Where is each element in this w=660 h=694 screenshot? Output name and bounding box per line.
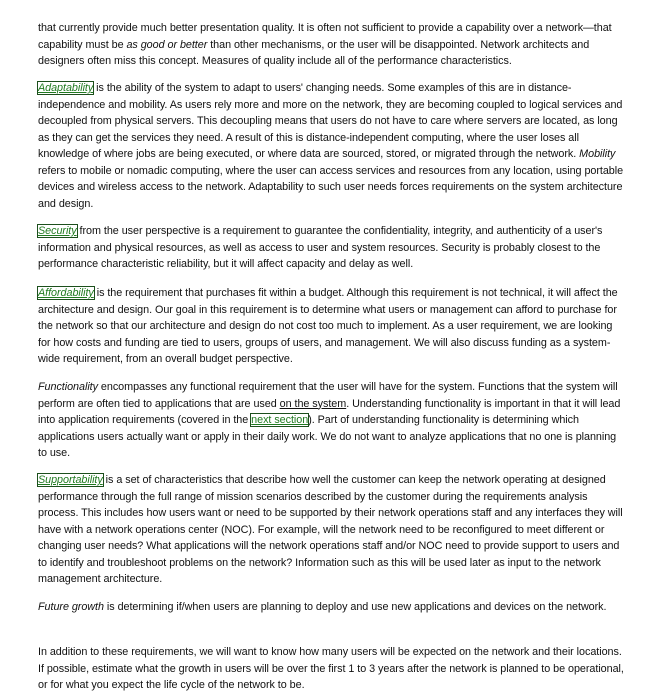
text: is the requirement that purchases fit within a budget. Although this requirement is not technical, it will affect the architecture and design. Our goal in this requirement is to determine what users or management can afford to purchase for the network so that our architecture and design do not cost too much to implement. As a user requirement, we are looking for how costs and funding are tied to users, groups of users, and management. We will also discuss funding as a system-wide requirement, from an overall budget perspective. [38,287,618,365]
paragraph-future-growth [38,599,624,616]
emphasis-as-good-or: as good or [126,38,177,51]
text: from the user perspective is a requirement to guarantee the confidentiality, integrity, and authenticity of a user's information and physical resources, as well as access to user and system resources. Security is probably closest to the performance characteristic reliability, but it will affect capacity and delay as well. [38,225,603,270]
text: encompasses any functional requirement that the user will have for the system. Functions that the system will perform are often tied to applications that are used [38,381,618,410]
paragraph-adaptability [38,80,624,212]
text: . Understanding functionality is important in that it will lead into application requirements (covered in the [38,397,621,426]
paragraph-quality [38,20,624,70]
text: is a set of characteristics that describe how well the customer can keep the network operating at designed performance through the full range of mission scenarios described by the customer during the requirements analysis process. This includes how users want or need to be supported by their network operations staff and any interfaces they will have with a network operations center (NOC). For example, will the network need to be reconfigured to meet different or changing user needs? What applications will the network operations staff and/or NOC need to provide support to users and to identify and troubleshoot problems on the network? Information such as this will be used later as input to the network management architecture. [38,474,623,585]
text: is the ability of the system to adapt to users' changing needs. Some examples of this are in distance-independence and mobility. As users rely more and more on the network, they are becoming coupled to logical services and decoupled from physical servers. This decoupling means that users do not have to care where servers are located, as long as they can get the services they need. A result of this is distance-independent computing, where the user loses all knowledge of where jobs are being executed, or where data are sourced, stored, or migrated through the network. [38,82,623,160]
text: is determining if/when users are planning to deploy and use new applications and devices on the network. [103,601,607,613]
paragraph-user-counts [38,644,624,694]
link-supportability[interactable]: Supportability [38,474,103,486]
text: that currently provide much better presentation quality. It is often not sufficient to provide a capability over a network—that capability must be [38,22,612,51]
paragraph-security [38,223,624,273]
link-security[interactable]: Security [38,225,77,237]
paragraph-functionality [38,379,624,462]
underlined-on-the-system: on the system [279,397,347,410]
paragraph-supportability [38,472,624,588]
emphasis-functionality: Functionality [38,381,98,393]
link-next-section[interactable]: next section [251,414,309,426]
emphasis-mobility: Mobility [579,148,616,160]
text: ). Part of understanding functionality is determining which applications users actually want or apply in their daily work. We do not want to analyze applications that no one is planning to use. [38,414,617,459]
link-affordability[interactable]: Affordability [38,287,94,299]
link-adaptability[interactable]: Adaptability [38,82,94,94]
emphasis-future-growth: Future growth [38,601,104,613]
text: refers to mobile or nomadic computing, where the user can access services and resources from any location, using portable devices and wireless access to the network. Adaptability to such user needs forces requirements on the system architecture and design. [38,164,624,210]
emphasis-better: better [179,38,208,51]
paragraph-affordability [38,285,624,368]
text: than other mechanisms, or the user will be disappointed. Network architects and designers often miss this concept. Measures of quality include all of the performance characteristics. [38,38,590,67]
text: In addition to these requirements, we will want to know how many users will be expected on the network and their locations. If possible, estimate what the growth in users will be over the first 1 to 3 years after the network is planned to be operational, or for what you expect the life cycle of the network to be. [38,646,624,691]
